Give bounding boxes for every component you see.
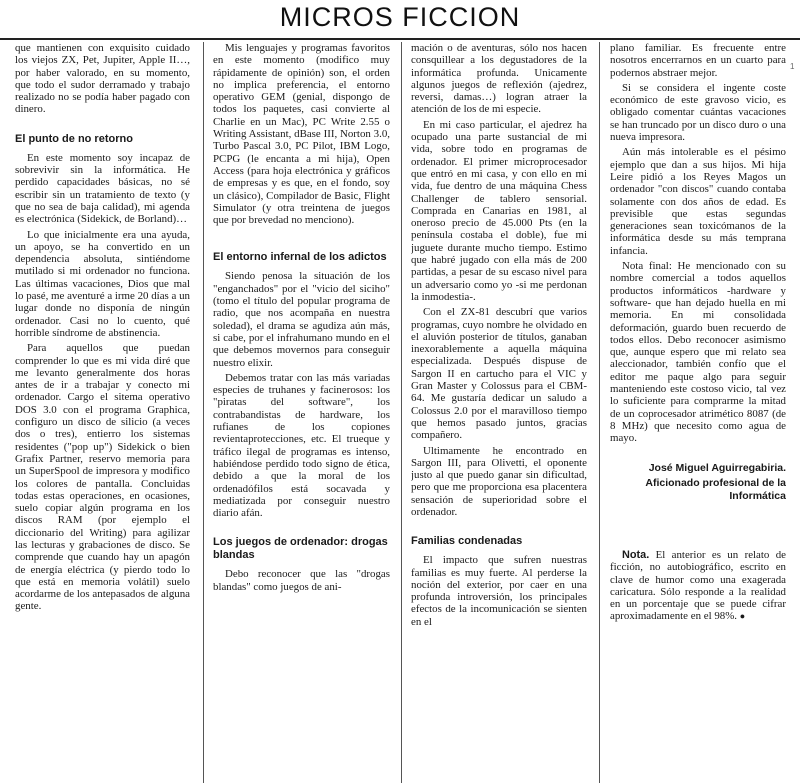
paragraph: Siendo penosa la situación de los "enganchados" por el "vicio del siciho" (tomo el título del popular programa de radio, que nos acompaña en nuestra soledad), el drama se agudiza aún más, si cabe, por el infrahumano mundo en el que debemos movernos para conseguir nuestro elixir. <box>213 270 390 369</box>
paragraph: En mi caso particular, el ajedrez ha ocupado una parte sustancial de mi vida, sobre todo en programas de ordenador. El primer microprocesador que entró en mi casa, y con ello en mi vida, fue dentro de una máquina Chess Challenger de tablero sensorial. Comprada en Canarias en 1981, al oneroso precio de 45.000 Pts (en la península costaba el doble), fue mi juguete durante mucho tiempo. Estimo que habré jugado con ella más de 200 partidas, a pesar de su escaso nivel para un adversario como yo -si me perdonan la inmodestia-. <box>411 118 587 303</box>
paragraph: Debemos tratar con las más variadas especies de truhanes y facinerosos: los "piratas del software", los contrabandistas de hardware, los rufianes de los copiones revientaprotecciones, etc. El trueque y tráfico ilegal de programas es intenso, habiéndose perdido todo signo de ética, debido a que la moral de los ordenadófilos está socavada y mediatizada por conseguir nuestro diario afán. <box>213 371 390 520</box>
article-column-1 <box>15 42 190 783</box>
section-heading: Familias condenadas <box>411 535 523 548</box>
paragraph: plano familiar. Es frecuente entre nosotros encerrarnos en un cuarto para podernos abstraer mejor. <box>610 42 786 79</box>
masthead-rule <box>0 38 800 40</box>
column-divider <box>401 42 402 783</box>
author-note <box>610 549 786 623</box>
column-divider <box>599 42 600 783</box>
paragraph: Lo que inicialmente era una ayuda, un apoyo, se ha convertido en un dependencia absoluta, sintiéndome mutilado si mi ordenador no funciona. Las últimas vacaciones, Dios que mal lo pasé, me aventuré a irme 20 días a un lugar donde no disponía de ningún ordenador. Casi no lo cuento, qué horrible síndrome de abstinencia. <box>15 228 190 339</box>
author-title: Aficionado profesional de la Informática <box>645 477 786 502</box>
author-name: José Miguel Aguirregabiria. <box>648 461 786 474</box>
article-column-4 <box>610 42 786 783</box>
section-heading: El entorno infernal de los adictos <box>213 251 387 264</box>
paragraph: mación o de aventuras, sólo nos hacen consquillear a los degustadores de la informática profunda. Unicamente algunos juegos de reflexión (ajedrez, reversi, damas…) logran atraer la atención de los de mi especie. <box>411 42 587 116</box>
article-column-2 <box>213 42 390 783</box>
paragraph: En este momento soy incapaz de sobrevivir sin la informática. He perdido capacidades básicas, no sé escribir sin un tratamiento de texto (y que no sea de baja calidad), mi agenda es electrónica (Sidekick, de Borland)… <box>15 151 190 226</box>
paragraph: Debo reconocer que las "drogas blandas" como juegos de ani- <box>213 568 390 593</box>
paragraph: El impacto que sufren nuestras familias es muy fuerte. Al perderse la noción del exterior, por caer en una profunda introversión, los principales efectos de la incomunicación se sienten en el <box>411 554 587 628</box>
note-label: Nota. <box>622 549 650 561</box>
paragraph: Aún más intolerable es el pésimo ejemplo que dan a sus hijos. Mi hija Leire pidió a los Reyes Magos un ordenador "con discos" cuando contaba solamente con dos años de edad. Es previsible que estas segundas generaciones sean toxicómanos de la informática desde su más temprana infancia. <box>610 146 786 257</box>
paragraph: Con el ZX-81 descubrí que varios programas, cuyo nombre he olvidado en el aluvión posterior de títulos, ganaban inexorablemente a aquella máquina especializada. Después dispuse de Sargon II en cartucho para el VIC y Gran Master y Colossus para el CBM-64. Me gustaría dedicar un saludo a Colossus 2.0 por el maravilloso tiempo que hemos pasado juntos, gracias compañero. <box>411 306 587 442</box>
paragraph: Nota final: He mencionado con su nombre comercial a todos aquellos productos informáticos -hardware y software- que han dejado huella en mi memoria. En mi consolidada deformación, guardo buen recuerdo de todos ellos. Debo reconocer asimismo que, aunque espero que mi relato sea aleccionador, también confío que el editor me paque algo para seguir manteniendo este costoso vicio, tal vez lo suficiente para comprarme la mitad de un coprocesador atrimético 8087 (de 8 MHz) que necesito como agua de mayo. <box>610 260 786 445</box>
paragraph: Ultimamente he encontrado en Sargon III, para Olivetti, el oponente justo al que puedo ganar sin dificultad, pero que me proporciona esa placentera sensación de superioridad sobre el ordenador. <box>411 444 587 518</box>
paragraph: Para aquellos que puedan comprender lo que es mi vida diré que me levanto generalmente dos horas antes de ir a trabajar y conecto mi ordenador. Cargo el sitema operativo DOS 3.0 con el programa Graphica, configuro un disco de silicio (a veces dos o tres), entierro los sistemas residentes ("pop up") Sidekick o bien Grafix Partner, reservo memoria para un SuperSpool de impresora y modifico los colores de pantalla. Concluidas todas estas operaciones, en ocasiones, suelo copiar algún programa en los discos RAM (por ejemplo el diccionario del Writing) para agilizar las lecturas y grabaciones de disco. Se comprende que cuando hay un apagón de energía eléctrica (y pierdo todo lo que está en memoria volátil) suelo acordarme de los antepasados de alguna gente. <box>15 342 190 613</box>
note-text: El anterior es un relato de ficción, no autobiográfico, escrito en clave de humor como una exagerada caricatura. Sólo responde a la realidad en un porcentaje que se puede cifrar aproximadamente en el 98%. <box>610 549 786 623</box>
paragraph: que mantienen con exquisito cuidado los viejos ZX, Pet, Jupiter, Apple II…, por haber valorado, en su momento, que todo el sudor derramado y trabajo realizado no se podía haber pagado con dinero. <box>15 42 190 116</box>
article-column-3 <box>411 42 587 783</box>
paragraph: Mis lenguajes y programas favoritos en este momento (modifico muy rápidamente de opinión) son, el orden no implica preferencia, el entorno operativo GEM (genial, dispongo de todos los paquetes, casi convierte al Charlie en un Mac), PC Write 2.55 o Writing Assistant, dBase III, Norton 3.0, Turbo Pascal 3.0, PC Pilot, IBM Logo, PCPG (le encanta a mi hija), Open Access (para hoja electrónica y gráficos de empresas y es que, en el fondo, soy un clásico), Compilador de Basic, Flight Simulator (y otra treintena de juegos que por brevedad no menciono). <box>213 42 390 227</box>
paragraph: Si se considera el ingente coste económico de este gravoso vicio, es obligado comentar cuántas vacaciones se han truncado por un disco duro o una nueva impresora. <box>610 81 786 144</box>
masthead-title: MICROS FICCION <box>279 2 521 32</box>
section-heading: El punto de no retorno <box>15 132 133 145</box>
end-mark-icon: ● <box>739 611 746 622</box>
section-heading: Los juegos de ordenador: drogas blandas <box>213 536 388 562</box>
column-divider <box>203 42 204 783</box>
page-marker: 1 <box>790 62 795 71</box>
